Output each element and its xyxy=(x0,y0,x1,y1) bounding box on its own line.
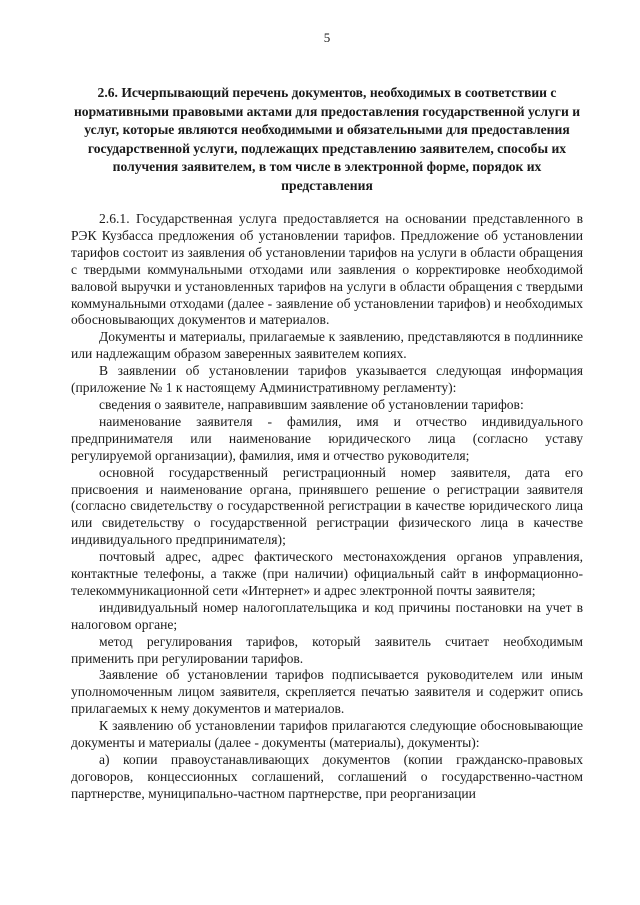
paragraph: 2.6.1. Государственная услуга предоставляется на основании представленного в РЭК Кузбасса предложения об установлении тарифов. Предложение об установлении тарифов состоит из заявления об установлении тарифов на услуги в области обращения с твердыми коммунальными отходами или заявления о корректировке необходимой валовой выручки и установленных тарифов на услуги в области обращения с твердыми коммунальными отходами (далее - заявление об установлении тарифов) и необходимых обосновывающих документов и материалов. xyxy=(71,211,583,328)
paragraph: основной государственный регистрационный номер заявителя, дата его присвоения и наименование органа, принявшего решение о регистрации заявителя (согласно свидетельству о государственной регистрации в качестве юридического лица или свидетельству о государственной регистрации физического лица в качестве индивидуального предпринимателя); xyxy=(71,464,583,548)
paragraph: В заявлении об установлении тарифов указывается следующая информация (приложение № 1 к настоящему Административному регламенту): xyxy=(71,363,583,396)
paragraph: почтовый адрес, адрес фактического местонахождения органов управления, контактные телефоны, а также (при наличии) официальный сайт в информационно-телекоммуникационной сети «Интернет» и адрес электронной почты заявителя; xyxy=(71,549,583,598)
paragraph: Заявление об установлении тарифов подписывается руководителем или иным уполномоченным лицом заявителя, скрепляется печатью заявителя и содержит опись прилагаемых к нему документов и материалов. xyxy=(71,667,583,717)
page-number: 5 xyxy=(323,30,331,45)
body-text xyxy=(71,211,583,803)
paragraph: а) копии правоустанавливающих документов (копии гражданско-правовых договоров, концессионных соглашений, соглашений о государственно-частном партнерстве, муниципально-частном партнерстве, при реорганизации xyxy=(71,752,583,801)
paragraph: наименование заявителя - фамилия, имя и отчество индивидуального предпринимателя или наименование юридического лица (согласно уставу регулируемой организации), фамилия, имя и отчество руководителя; xyxy=(71,413,583,463)
paragraph: сведения о заявителе, направившим заявление об установлении тарифов: xyxy=(99,396,524,412)
paragraph: К заявлению об установлении тарифов прилагаются следующие обосновывающие документы и материалы (далее - документы (материалы), документы): xyxy=(71,718,583,751)
paragraph: индивидуальный номер налогоплательщика и код причины постановки на учет в налоговом органе; xyxy=(71,599,583,632)
paragraph: Документы и материалы, прилагаемые к заявлению, представляются в подлиннике или надлежащим образом заверенных заявителем копиях. xyxy=(71,329,583,362)
section-heading: 2.6. Исчерпывающий перечень документов, необходимых в соответствии с нормативными правовыми актами для предоставления государственной услуги и услуг, которые являются необходимыми и обязательными для предоставления государственной услуги, подлежащих представлению заявителем, способы их получения заявителем, в том числе в электронной форме, порядок их представления xyxy=(73,85,581,193)
paragraph: метод регулирования тарифов, который заявитель считает необходимым применить при регулировании тарифов. xyxy=(71,633,583,666)
